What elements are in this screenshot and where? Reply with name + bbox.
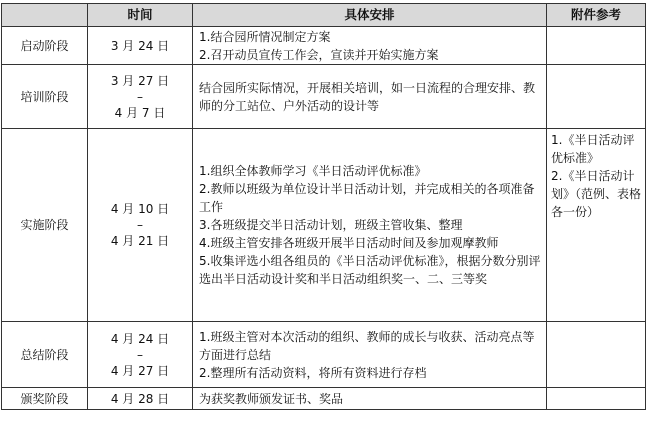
plan-text: 结合园所实际情况，开展相关培训，如一日流程的合理安排、教师的分工站位、户外活动的设计等 [199,80,536,113]
ref-item: 1.《半日活动评优标准》 [551,133,635,165]
stage-cell: 培训阶段 [2,65,88,129]
header-plan: 具体安排 [193,4,547,27]
time-end: 4 月 21 日 [110,234,170,248]
time-end: 4 月 27 日 [110,363,170,378]
plan-item: 2.教师以班级为单位设计半日活动计划，并完成相关的各项准备工作 [199,182,535,214]
table-row-summary [2,322,646,388]
time-cell [88,388,193,410]
stage-cell: 颁奖阶段 [2,388,88,410]
ref-cell [547,322,646,388]
table-row-start [2,27,646,65]
header-time: 时间 [88,4,193,27]
ref-item: 2.《半日活动计划》（范例、表格各一份） [551,169,642,219]
time-dash: – [137,89,143,104]
plan-item: 3.各班级提交半日活动计划，班级主管收集、整理 [199,218,463,232]
time-start: 4 月 10 日 [110,202,170,216]
schedule-table [1,3,646,410]
header-ref: 附件参考 [547,4,646,27]
time-start: 4 月 28 日 [110,391,170,406]
table-row-training [2,65,646,129]
plan-item: 5.收集评选小组各组员的《半日活动评优标准》，根据分数分别评选出半日活动设计奖和半日活动组织奖一、二、三等奖 [199,254,541,286]
time-end: 4 月 7 日 [114,105,166,120]
stage-cell: 启动阶段 [2,27,88,65]
header-row [2,4,646,27]
plan-cell [193,65,547,129]
ref-cell [547,27,646,65]
time-dash: – [137,347,143,362]
table-row-implement [2,129,646,322]
plan-cell [193,388,547,410]
plan-item: 1.结合园所情况制定方案 [199,29,331,44]
plan-cell [193,322,547,388]
plan-item: 1.班级主管对本次活动的组织、教师的成长与收获、活动亮点等方面进行总结 [199,329,535,362]
time-cell [88,27,193,65]
header-stage [2,4,88,27]
time-start: 4 月 24 日 [110,331,170,346]
plan-item: 2.整理所有活动资料，将所有资料进行存档 [199,365,427,380]
time-cell [88,65,193,129]
table-row-award [2,388,646,410]
plan-cell [193,27,547,65]
plan-cell [193,129,547,322]
plan-item: 4.班级主管安排各班级开展半日活动时间及参加观摩教师 [199,236,499,250]
plan-text: 为获奖教师颁发证书、奖品 [199,391,344,406]
plan-item: 2.召开动员宣传工作会，宣读并开始实施方案 [199,47,439,62]
time-start: 3 月 27 日 [110,73,170,88]
plan-item: 1.组织全体教师学习《半日活动评优标准》 [199,164,427,178]
stage-cell: 总结阶段 [2,322,88,388]
time-cell [88,322,193,388]
ref-cell [547,129,646,322]
time-start: 3 月 24 日 [110,38,170,53]
stage-cell: 实施阶段 [2,129,88,322]
time-cell [88,129,193,322]
ref-cell [547,388,646,410]
ref-cell [547,65,646,129]
time-dash: – [137,218,143,232]
